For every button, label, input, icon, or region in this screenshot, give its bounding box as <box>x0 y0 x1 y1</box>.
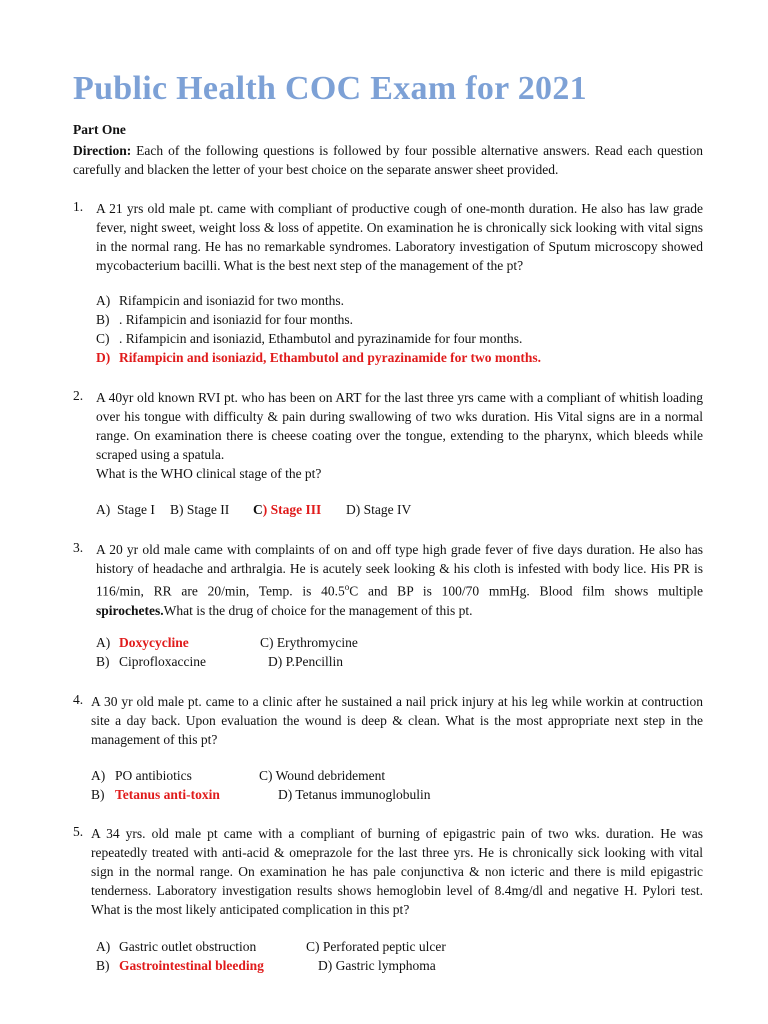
direction-label: Direction: <box>73 143 132 158</box>
question-4-number: 4. <box>73 692 84 707</box>
option-letter: B) <box>96 654 110 669</box>
option-text: PO antibiotics <box>115 768 192 783</box>
question-3-body-3: What is the drug of choice for the management of this pt. <box>163 602 473 618</box>
question-1-option-d-correct <box>96 350 541 366</box>
question-1-text: A 21 yrs old male pt. came with compliant of productive cough of one-month duration. He also has law grade fever, night sweet, weight loss & loss of appetite. On examination he is chronically sick looking with vital signs in the normal rang. He has no remarkable syndromes. Laboratory investigation of Sputum microscopy showed mycobacterium bacilli. What is the best next step of the management of the pt? <box>96 201 703 273</box>
degree-symbol: o <box>344 582 350 592</box>
question-3-body-2: C and BP is 100/70 mmHg. Blood film shows multiple <box>349 583 703 599</box>
question-5-option-b-correct <box>96 958 264 974</box>
question-2-prompt: What is the WHO clinical stage of the pt? <box>96 466 322 481</box>
option-text: . Rifampicin and isoniazid, Ethambutol and pyrazinamide for four months. <box>119 331 523 346</box>
option-text: Ciprofloxaccine <box>119 654 206 669</box>
question-4-option-b-correct <box>91 787 220 803</box>
option-letter: A) <box>96 293 111 308</box>
question-2-option-b: B) Stage II <box>170 502 230 517</box>
question-4-option-c: C) Wound debridement <box>259 768 386 783</box>
question-2-option-d: D) Stage IV <box>346 502 412 517</box>
question-3-option-c: C) Erythromycine <box>260 635 358 650</box>
part-heading: Part One <box>73 122 126 137</box>
question-2-option-a: A) Stage I <box>96 502 155 517</box>
option-letter: A) <box>96 939 111 954</box>
question-5-number: 5. <box>73 824 84 839</box>
option-letter: C) <box>96 331 110 346</box>
question-5-text: A 34 yrs. old male pt came with a compliant of burning of epigastric pain of two wks. duration. He was repeatedly treated with anti-acid & omeprazole for the last three yrs. He is chronically sick looking with vital sign in the normal range. On examination he has pale conjunctiva & non icteric and there is mild epigastric tenderness. Laboratory investigation results shows hemoglobin level of 8.4mg/dl and negative H. Pylori test. What is the most likely anticipated complication in this pt? <box>91 826 703 917</box>
question-1-number: 1. <box>73 199 84 214</box>
option-letter: B) <box>96 958 110 973</box>
option-text: Tetanus anti-toxin <box>115 787 220 802</box>
option-letter: D) <box>96 350 111 365</box>
option-letter: B) <box>96 312 110 327</box>
option-text: . Rifampicin and isoniazid for four months. <box>119 312 353 327</box>
option-text: Doxycycline <box>119 635 189 650</box>
question-5-option-c: C) Perforated peptic ulcer <box>306 939 446 954</box>
question-4-option-a <box>91 768 192 784</box>
question-5-option-d: D) Gastric lymphoma <box>318 958 436 973</box>
question-2-body: A 40yr old known RVI pt. who has been on ART for the last three yrs came with a compliant of whitish loading over his tongue with difficulty & pain during swallowing of two wks duration. His Vital signs are in a normal range. On examination there is cheese coating over the tongue, extending to the pharynx, which bleeds while scraped using a spatula. <box>96 390 703 462</box>
option-text: Gastrointestinal bleeding <box>119 958 264 973</box>
question-3-body-1: A 20 yr old male came with complaints of on and off type high grade fever of five days duration. He also has history of headache and arthralgia. He is acutely seek looking & his cloth is infested with body lice. His PR is 116/min, RR are 20/min, Temp. is 40.5 <box>96 542 703 599</box>
option-letter: B) <box>91 787 105 802</box>
question-3-option-b <box>96 654 206 670</box>
question-3-number: 3. <box>73 540 84 555</box>
option-text: Rifampicin and isoniazid, Ethambutol and pyrazinamide for two months. <box>119 350 542 365</box>
option-letter: A) <box>96 635 111 650</box>
question-3-option-a-correct <box>96 635 189 651</box>
option-text: ) Stage III <box>262 502 322 517</box>
question-4-text: A 30 yr old male pt. came to a clinic after he sustained a nail prick injury at his leg while workin at contruction site a day back. Upon evaluation the wound is deep & clean. What is the most appropriate next step in the management of this pt? <box>91 694 703 747</box>
question-1-option-b <box>96 312 353 328</box>
page-title: Public Health COC Exam for 2021 <box>73 70 587 107</box>
question-2-number: 2. <box>73 388 84 403</box>
option-text: Rifampicin and isoniazid for two months. <box>119 293 344 308</box>
question-3-text <box>96 540 703 620</box>
question-4-option-d: D) Tetanus immunoglobulin <box>278 787 431 802</box>
direction-text: Each of the following questions is followed by four possible alternative answers. Read each question carefully and blacken the letter of your best choice on the separate answer sheet provided. <box>73 143 703 177</box>
option-text: Gastric outlet obstruction <box>119 939 257 954</box>
direction-paragraph <box>73 141 703 179</box>
question-3-bold-word: spirochetes. <box>96 602 164 618</box>
question-2-option-c-correct <box>253 502 321 518</box>
option-letter: C <box>253 502 263 517</box>
question-1-option-a <box>96 293 344 309</box>
option-letter: A) <box>91 768 106 783</box>
question-1-option-c <box>96 331 522 347</box>
question-5-option-a <box>96 939 256 955</box>
question-2-text <box>96 388 703 483</box>
question-3-option-d: D) P.Pencillin <box>268 654 344 669</box>
